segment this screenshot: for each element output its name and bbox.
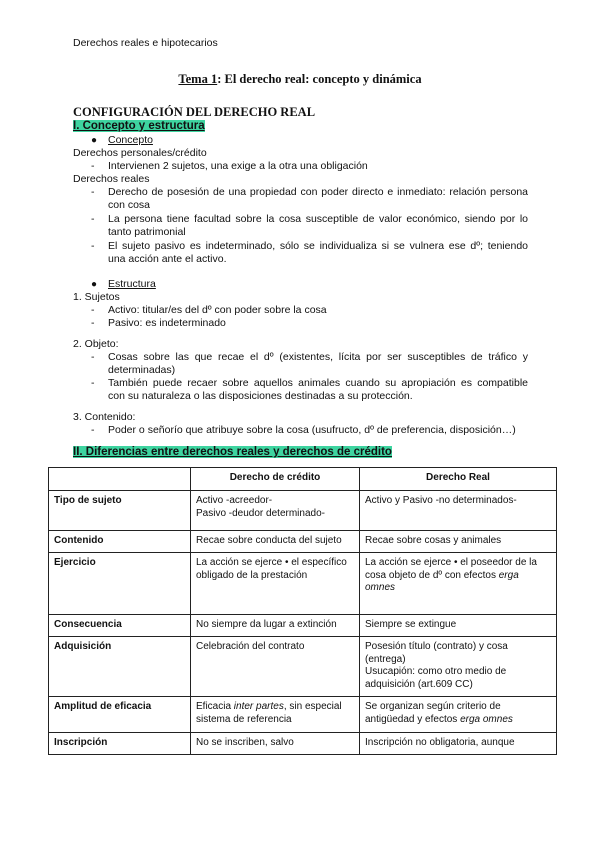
sujetos-item: Activo: titular/es del dº con poder sobre la cosa [108,304,327,316]
cell-line: obligado de la prestación [196,569,308,581]
cell-line: adquisición (art.609 CC) [365,678,473,690]
dash-icon: - [91,160,95,172]
table-row [49,697,557,733]
section-2-heading-text: II. Diferencias entre derechos reales y derechos de crédito [73,446,392,458]
table-row [49,637,557,697]
contenido-item: Poder o señorío que atribuye sobre la cosa (usufructo, dº de preferencia, disposición…) [108,424,516,436]
cell-line: La acción se ejerce • el poseedor de la [365,557,537,568]
cell-line: Siempre se extingue [365,619,457,630]
real-cell [360,491,557,531]
table-header-cell: Derecho Real [360,468,557,491]
cell-text: Eficacia [196,701,234,712]
dash-icon: - [91,240,95,252]
reales-label: Derechos reales [73,173,150,185]
row-label: Tipo de sujeto [49,491,191,531]
comparison-table [48,467,557,755]
objeto-item [108,377,528,403]
cell-text: cosa objeto de dº con efectos [365,569,499,581]
cell-line: Celebración del contrato [196,641,305,652]
table-header-row [49,468,557,491]
reales-item-line: una acción ante el activo. [108,253,227,265]
real-cell [360,637,557,697]
credito-cell [191,615,360,637]
dash-icon: - [91,213,95,225]
dash-icon: - [91,377,95,389]
table-row [49,553,557,615]
dash-icon: - [91,186,95,198]
cell-line: Pasivo -deudor determinado- [196,507,325,519]
reales-item-line: con cosa [108,199,151,211]
table-header-cell: Derecho de crédito [191,468,360,491]
personales-label: Derechos personales/crédito [73,147,207,159]
dash-icon: - [91,304,95,316]
cell-line: No siempre da lugar a extinción [196,619,337,630]
reales-item-line: tanto patrimonial [108,226,186,238]
cell-line: Se organizan según criterio de [365,701,501,712]
section-main-title: CONFIGURACIÓN DEL DERECHO REAL [73,105,316,119]
cell-line: sistema de referencia [196,713,292,725]
table-row [49,615,557,637]
reales-item [108,186,528,212]
reales-item [108,213,528,239]
estructura-heading: Estructura [108,278,156,290]
cell-line: Recae sobre conducta del sujeto [196,535,342,546]
cell-text: , sin especial [283,701,342,712]
cell-line [365,570,551,595]
contenido-label: 3. Contenido: [73,411,136,423]
table-header-cell [49,468,191,491]
cell-line: Activo -acreedor- [196,495,273,506]
row-label: Contenido [49,531,191,553]
real-cell [360,531,557,553]
bullet-icon: ● [91,135,98,146]
credito-cell [191,553,360,615]
bullet-icon: ● [91,279,98,290]
real-cell [360,615,557,637]
objeto-item [108,351,528,377]
credito-cell [191,531,360,553]
objeto-item-line: Cosas sobre las que recae el dº (existentes, lícita por ser susceptibles de tráfico y [108,351,528,363]
section-1-heading-text: I. Concepto y estructura [73,120,205,132]
personales-item: Intervienen 2 sujetos, una exige a la otra una obligación [108,160,368,172]
cell-line: (entrega) [365,653,406,665]
dash-icon: - [91,351,95,363]
cell-line: Recae sobre cosas y animales [365,535,502,546]
cell-line: La acción se ejerce • el específico [196,557,347,568]
reales-item-line: Derecho de posesión de una propiedad con poder directo e inmediato: relación persona [108,186,528,198]
dash-icon: - [91,317,95,329]
credito-cell [191,491,360,531]
objeto-item-line: determinadas) [108,364,176,376]
concepto-heading: Concepto [108,134,153,146]
real-cell [360,733,557,755]
cell-line: No se inscriben, salvo [196,737,294,748]
section-2-heading [73,446,392,458]
cell-italic: erga omnes [460,713,513,725]
cell-line [196,701,354,714]
cell-text: antigüedad y efectos [365,713,461,725]
table-row [49,531,557,553]
reales-item [108,240,528,266]
credito-cell [191,697,360,733]
topic-title [0,72,600,87]
credito-cell [191,637,360,697]
page-header: Derechos reales e hipotecarios [73,37,218,49]
cell-italic: inter partes [233,701,284,712]
row-label: Amplitud de eficacia [49,697,191,733]
objeto-item-line: con su naturaleza o las disposiciones destinadas a su protección. [108,390,413,402]
cell-line: Posesión título (contrato) y cosa [365,641,508,652]
reales-item-line: La persona tiene facultad sobre la cosa susceptible de valor económico, siendo por lo [108,213,528,225]
cell-line: Inscripción no obligatoria, aunque [365,737,515,748]
section-1-heading [73,120,205,132]
credito-cell [191,733,360,755]
row-label: Consecuencia [49,615,191,637]
objeto-item-line: También puede recaer sobre aquellos animales cuando su apropiación es compatible [108,377,528,389]
real-cell [360,553,557,615]
row-label: Adquisición [49,637,191,697]
reales-item-line: El sujeto pasivo es indeterminado, sólo se individualiza si se vulnera ese dº; teniendo [108,240,528,252]
cell-line [365,714,551,727]
table-row [49,491,557,531]
cell-line: Activo y Pasivo -no determinados- [365,495,517,506]
dash-icon: - [91,424,95,436]
table-row [49,733,557,755]
objeto-label: 2. Objeto: [73,338,119,350]
cell-line: Usucapión: como otro medio de [365,666,507,677]
cell-italic: erga omnes [365,569,519,593]
real-cell [360,697,557,733]
sujetos-item: Pasivo: es indeterminado [108,317,226,329]
topic-number: Tema 1 [178,72,218,86]
row-label: Inscripción [49,733,191,755]
topic-title-text: : El derecho real: concepto y dinámica [217,72,422,86]
sujetos-label: 1. Sujetos [73,291,120,303]
row-label: Ejercicio [49,553,191,615]
